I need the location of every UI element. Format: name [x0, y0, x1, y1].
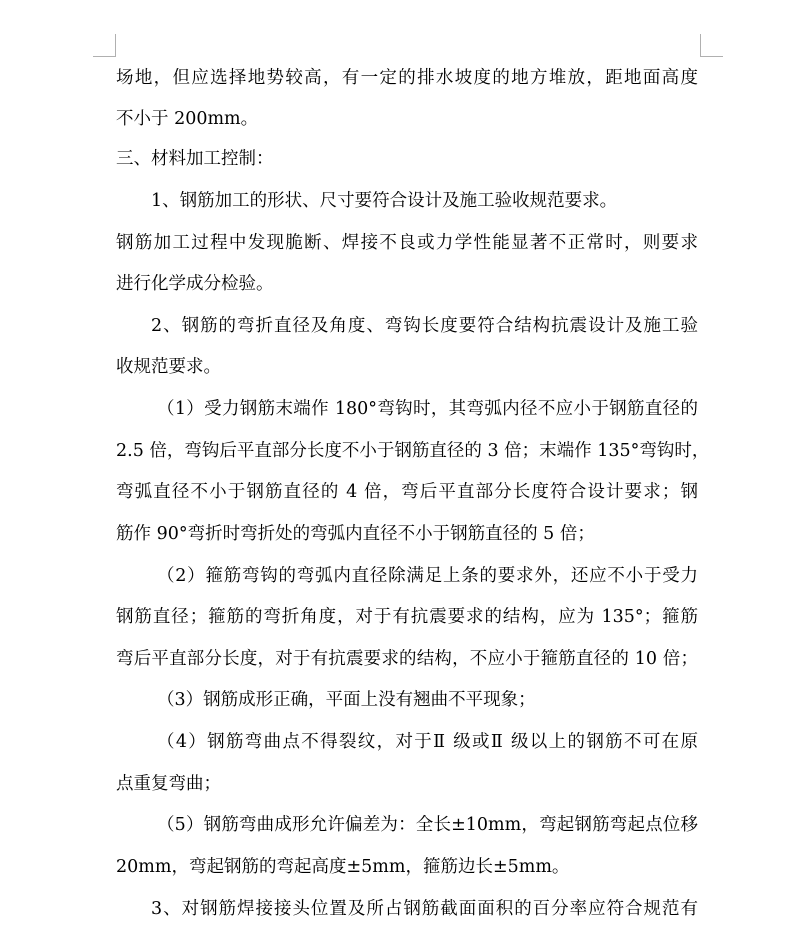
text-line: 弯弧直径不小于钢筋直径的 4 倍，弯后平直部分长度符合设计要求；钢: [116, 482, 698, 502]
text-line: 3、对钢筋焊接接头位置及所占钢筋截面面积的百分率应符合规范有: [151, 899, 698, 919]
text-line: 点重复弯曲；: [116, 774, 221, 794]
text-line: （5）钢筋弯曲成形允许偏差为：全长±10mm，弯起钢筋弯起点位移: [157, 815, 698, 835]
text-line: 弯后平直部分长度，对于有抗震要求的结构，不应小于箍筋直径的 10 倍；: [116, 649, 698, 669]
text-line: （2）箍筋弯钩的弯弧内直径除满足上条的要求外，还应不小于受力: [157, 566, 698, 586]
text-line: 2、钢筋的弯折直径及角度、弯钩长度要符合结构抗震设计及施工验: [151, 316, 698, 336]
text-line: 筋作 90°弯折时弯折处的弯弧内直径不小于钢筋直径的 5 倍；: [116, 524, 595, 544]
text-line: 场地，但应选择地势较高，有一定的排水坡度的地方堆放，距地面高度: [116, 68, 698, 88]
text-line: 进行化学成分检验。: [116, 274, 274, 294]
text-line: （1）受力钢筋末端作 180°弯钩时，其弯弧内径不应小于钢筋直径的: [157, 399, 698, 419]
text-line: 20mm，弯起钢筋的弯起高度±5mm，箍筋边长±5mm。: [116, 857, 570, 877]
top-left-margin-mark: [93, 34, 116, 57]
top-right-margin-mark: [700, 34, 723, 57]
text-line: 钢筋加工过程中发现脆断、焊接不良或力学性能显著不正常时，则要求: [116, 233, 698, 253]
text-line: （3）钢筋成形正确，平面上没有翘曲不平现象；: [157, 690, 536, 710]
section-heading: 三、材料加工控制：: [116, 149, 274, 169]
text-line: 1、钢筋加工的形状、尺寸要符合设计及施工验收规范要求。: [151, 191, 618, 211]
text-line: 收规范要求。: [116, 357, 221, 377]
text-line: 2.5 倍，弯钩后平直部分长度不小于钢筋直径的 3 倍；末端作 135°弯钩时，: [116, 441, 710, 461]
text-line: （4）钢筋弯曲点不得裂纹，对于Ⅱ 级或Ⅱ 级以上的钢筋不可在原: [157, 732, 698, 752]
text-line: 不小于 200mm。: [116, 109, 259, 129]
text-line: 钢筋直径；箍筋的弯折角度，对于有抗震要求的结构，应为 135°；箍筋: [116, 607, 698, 627]
